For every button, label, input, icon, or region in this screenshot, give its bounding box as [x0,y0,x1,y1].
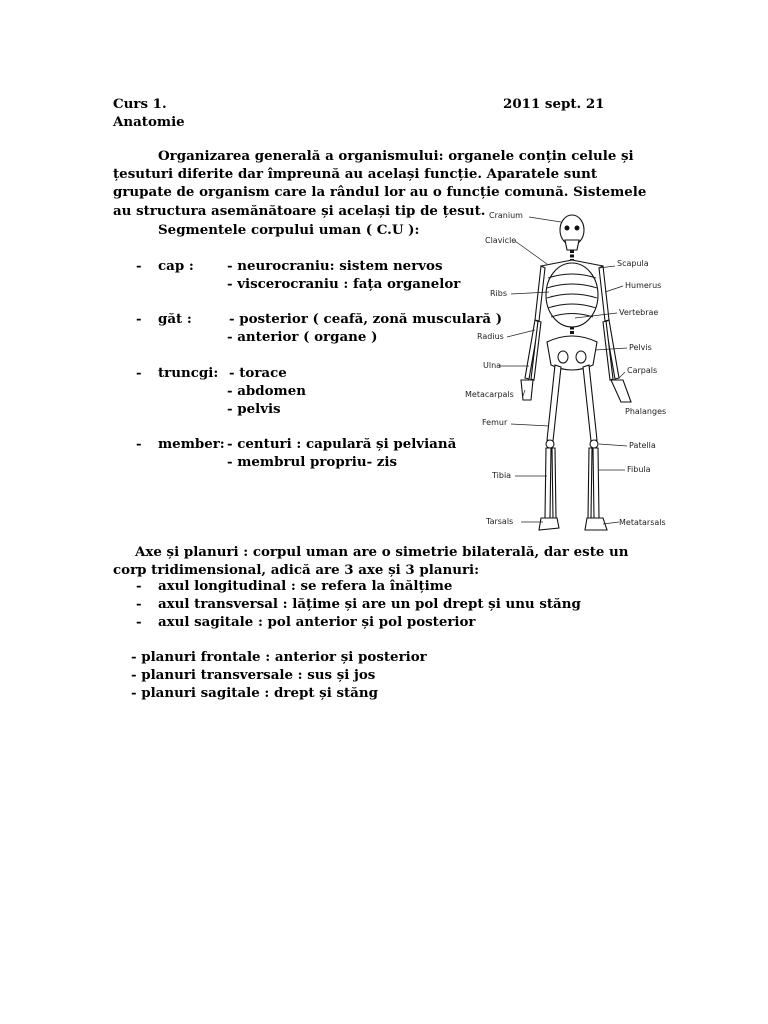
label-cranium: Cranium [489,211,523,220]
course-date: 2011 sept. 21 [503,96,605,112]
segment-part: - pelvis [227,401,281,417]
segment-name: cap : [158,258,194,274]
segment-part: - neurocraniu: sistem nervos [227,258,443,274]
bullet-dash: - [136,578,142,594]
label-fibula: Fibula [627,465,651,474]
label-ulna: Ulna [483,361,502,370]
skeleton-drawing [521,215,631,530]
segments-title: Segmentele corpului uman ( C.U ): [158,222,420,238]
label-ribs: Ribs [490,289,508,298]
label-clavicle: Clavicle [485,236,517,245]
label-tarsals: Tarsals [486,517,514,526]
axes-paragraph: Axe și planuri : corpul uman are o simetrie bilaterală, dar este un corp tridimensional, adică are 3 axe și 3 planuri: [113,544,629,579]
label-radius: Radius [477,332,504,341]
label-carpals: Carpals [627,366,658,375]
label-femur: Femur [482,418,508,427]
course-number: Curs 1. [113,96,167,112]
label-metatarsals: Metatarsals [619,518,666,527]
bullet-dash: - [136,596,142,612]
segment-name: truncgi: [158,365,219,381]
segment-part: - anterior ( organe ) [227,329,378,345]
skeleton-illustration [455,200,680,540]
bullet-dash: - [136,436,142,452]
axis-item: axul transversal : lățime și are un pol drept și unu stăng [158,596,581,612]
axis-item: axul longitudinal : se refera la înălțime [158,578,453,594]
bullet-dash: - [136,614,142,630]
intro-paragraph: Organizarea generală a organismului: organele conțin celule și țesuturi diferite dar împreună au același funcție. Aparatele sunt grupate de organism care la rândul lor au o funcție comună. Sistemele au structura asemănătoare și același tip de țesut. [113,148,647,219]
label-tibia: Tibia [492,471,512,480]
label-scapula: Scapula [617,259,649,268]
segment-name: member: [158,436,225,452]
bullet-dash: - [136,311,142,327]
subject-title: Anatomie [113,114,185,130]
label-patella: Patella [629,441,656,450]
segment-part: - viscerocraniu : fața organelor [227,276,461,292]
axis-item: axul sagitale : pol anterior și pol posterior [158,614,476,630]
bullet-dash: - [136,365,142,381]
segment-part: - abdomen [227,383,306,399]
label-phalanges: Phalanges [625,407,667,416]
plane-item: - planuri frontale : anterior și posterior [131,649,427,665]
plane-item: - planuri sagitale : drept și stăng [131,685,378,701]
segment-part: - posterior ( ceafă, zonă musculară ) [229,311,503,327]
segment-part: - membrul propriu- zis [227,454,398,470]
plane-item: - planuri transversale : sus și jos [131,667,376,683]
label-pelvis: Pelvis [629,343,652,352]
segment-part: - centuri : capulară și pelviană [227,436,457,452]
segment-part: - torace [229,365,287,381]
label-vertebrae: Vertebrae [619,308,659,317]
label-humerus: Humerus [625,281,662,290]
bullet-dash: - [136,258,142,274]
label-metacarpals: Metacarpals [465,390,514,399]
segment-name: găt : [158,311,192,327]
